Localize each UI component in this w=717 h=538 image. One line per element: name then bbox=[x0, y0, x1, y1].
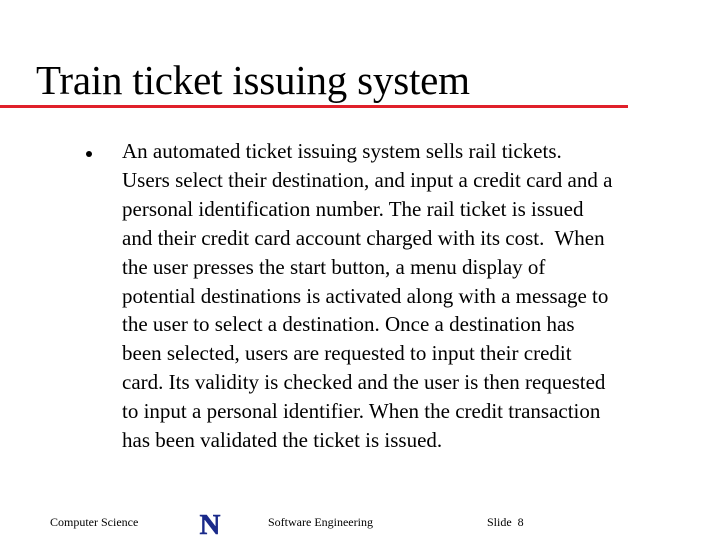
paragraph-line: been selected, users are requested to input their credit bbox=[122, 341, 572, 366]
paragraph-line: An automated ticket issuing system sells rail tickets. bbox=[122, 139, 562, 163]
footer-course: Software Engineering bbox=[268, 515, 373, 529]
paragraph-line: and their credit card account charged with its cost. When bbox=[122, 225, 605, 250]
paragraph-line: Users select their destination, and input a credit card and a bbox=[122, 167, 613, 192]
footer-department: Computer Science bbox=[50, 515, 139, 529]
logo-letter: N bbox=[199, 511, 221, 536]
university-logo-icon bbox=[192, 511, 228, 536]
paragraph-line: potential destinations is activated along with a message to bbox=[122, 283, 609, 308]
paragraph-line: the user to select a destination. Once a destination has bbox=[122, 312, 575, 337]
paragraph-line: the user presses the start button, a menu display of bbox=[122, 254, 546, 279]
title-underline bbox=[0, 105, 628, 108]
paragraph-line: to input a personal identifier. When the credit transaction bbox=[122, 399, 601, 424]
paragraph-line: has been validated the ticket is issued. bbox=[122, 428, 443, 453]
slide-title: Train ticket issuing system bbox=[36, 57, 470, 103]
paragraph-line: personal identification number. The rail ticket is issued bbox=[122, 196, 584, 221]
bullet-paragraph bbox=[122, 137, 697, 455]
paragraph-line: card. Its validity is checked and the user is then requested bbox=[122, 370, 606, 395]
footer-slide-number: Slide 8 bbox=[487, 515, 524, 529]
bullet-dot bbox=[86, 151, 92, 157]
